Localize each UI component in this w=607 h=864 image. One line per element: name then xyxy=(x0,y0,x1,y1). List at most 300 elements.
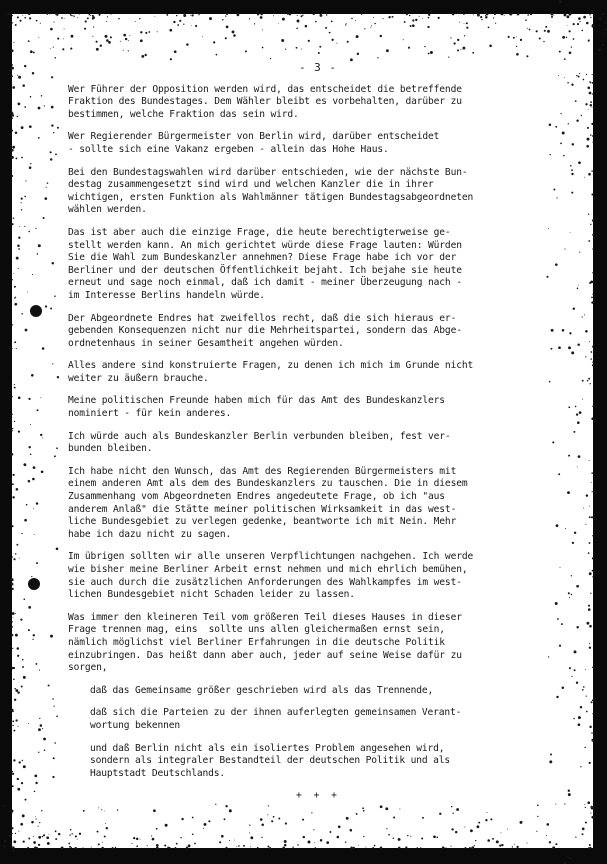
noise-speck xyxy=(56,547,59,550)
noise-speck xyxy=(169,29,172,32)
noise-speck xyxy=(203,828,204,829)
noise-speck xyxy=(202,36,203,37)
noise-speck xyxy=(22,659,24,661)
noise-speck xyxy=(23,765,26,768)
noise-speck xyxy=(14,387,16,389)
noise-speck xyxy=(24,106,26,108)
noise-speck xyxy=(12,584,13,585)
noise-speck xyxy=(318,52,320,54)
noise-speck xyxy=(587,380,589,382)
noise-speck xyxy=(154,16,155,17)
noise-speck xyxy=(315,21,317,23)
noise-speck xyxy=(28,446,30,448)
noise-speck xyxy=(157,31,158,32)
noise-speck xyxy=(17,691,19,693)
noise-speck xyxy=(570,232,571,233)
noise-speck xyxy=(15,689,18,692)
noise-speck xyxy=(89,14,91,16)
noise-speck xyxy=(562,36,565,39)
noise-speck xyxy=(485,15,486,16)
noise-speck xyxy=(570,165,572,167)
noise-speck xyxy=(71,35,74,38)
noise-speck xyxy=(98,843,100,845)
noise-speck xyxy=(385,807,388,810)
noise-speck xyxy=(589,460,590,461)
noise-speck xyxy=(589,506,590,507)
noise-speck xyxy=(456,808,459,811)
noise-speck xyxy=(128,40,129,41)
noise-speck xyxy=(54,455,56,457)
noise-speck xyxy=(13,617,14,618)
noise-speck xyxy=(101,809,102,810)
noise-speck xyxy=(30,96,32,98)
noise-speck xyxy=(41,95,42,96)
noise-speck xyxy=(64,18,65,19)
noise-speck xyxy=(296,47,298,49)
noise-speck xyxy=(459,22,460,23)
noise-speck xyxy=(581,30,583,32)
noise-speck xyxy=(186,43,188,45)
noise-speck xyxy=(35,816,36,817)
noise-speck xyxy=(34,775,37,778)
noise-speck xyxy=(195,25,197,27)
noise-speck xyxy=(547,30,550,33)
noise-speck xyxy=(147,845,148,846)
noise-speck xyxy=(28,40,30,42)
noise-speck xyxy=(586,695,587,696)
noise-speck xyxy=(582,833,584,835)
noise-speck xyxy=(281,39,284,42)
noise-speck xyxy=(583,686,585,688)
noise-speck xyxy=(216,54,218,56)
noise-speck xyxy=(589,92,592,95)
noise-speck xyxy=(588,173,591,176)
noise-speck xyxy=(21,686,23,688)
noise-speck xyxy=(57,376,59,378)
noise-speck xyxy=(590,134,591,135)
noise-speck xyxy=(236,846,237,847)
noise-speck xyxy=(249,18,250,19)
noise-speck xyxy=(12,496,14,498)
noise-speck xyxy=(129,35,130,36)
noise-speck xyxy=(422,18,423,19)
noise-speck xyxy=(473,14,474,15)
noise-speck xyxy=(21,127,22,128)
noise-speck xyxy=(53,47,54,48)
noise-speck xyxy=(455,831,457,833)
noise-speck xyxy=(55,153,57,155)
noise-speck xyxy=(487,839,490,842)
noise-speck xyxy=(52,776,54,778)
noise-speck xyxy=(224,818,226,820)
noise-speck xyxy=(221,835,224,838)
noise-speck xyxy=(388,834,390,836)
noise-speck xyxy=(398,838,401,841)
noise-speck xyxy=(41,810,42,811)
noise-speck xyxy=(590,224,591,225)
noise-speck xyxy=(466,22,468,24)
noise-speck xyxy=(21,782,23,784)
noise-speck xyxy=(77,839,78,840)
noise-speck xyxy=(586,74,587,75)
noise-speck xyxy=(92,17,94,19)
noise-speck xyxy=(589,81,590,82)
noise-speck xyxy=(303,836,305,838)
noise-speck xyxy=(267,814,268,815)
noise-speck xyxy=(13,42,14,43)
noise-speck xyxy=(33,841,36,844)
scan-border-top xyxy=(0,0,607,14)
noise-speck xyxy=(591,351,593,353)
noise-speck xyxy=(52,363,53,364)
noise-speck xyxy=(331,20,333,22)
noise-speck xyxy=(588,802,590,804)
noise-speck xyxy=(43,738,46,741)
noise-speck xyxy=(584,177,585,178)
noise-speck xyxy=(33,466,36,469)
noise-speck xyxy=(568,406,570,408)
noise-speck xyxy=(71,833,72,834)
scan-border-left xyxy=(0,0,12,864)
noise-speck xyxy=(373,17,374,18)
noise-speck xyxy=(585,524,586,525)
noise-speck xyxy=(234,840,235,841)
noise-speck xyxy=(15,719,17,721)
noise-speck xyxy=(191,25,192,26)
paragraph: Im übrigen sollten wir alle unseren Verpflichtungen nachgehen. Ich werde wie bisher meine Berliner Arbeit ernst nehmen und mich ehrlich bemühen, sie auch durch die zusätzlichen Anforderungen des Wahlkampfes im west- lichen Bundesgebiet nicht Schaden leider zu lassen. xyxy=(68,551,474,601)
noise-speck xyxy=(261,824,264,827)
noise-speck xyxy=(587,801,590,804)
noise-speck xyxy=(501,844,503,846)
noise-speck xyxy=(585,807,586,808)
paragraph: Das ist aber auch die einzige Frage, die heute berechtigterweise ge- stellt werden kann. An mich gerichtet würde diese Frage lauten: Würden Sie die Wahl zum Bundeskanzler annehmen? Diese Frage habe ich vor der Berliner und der deutschen Öffentlichkeit bejaht. Ich bejahe sie heute erneut und sage noch einmal, daß ich damit - meiner Überzeugung nach - im Interesse Berlins handeln würde. xyxy=(68,226,462,301)
noise-speck xyxy=(28,606,31,609)
noise-speck xyxy=(43,217,45,219)
noise-speck xyxy=(71,15,72,16)
noise-speck xyxy=(371,25,372,26)
noise-speck xyxy=(36,562,38,564)
noise-speck xyxy=(18,268,19,269)
noise-speck xyxy=(588,240,590,242)
noise-speck xyxy=(12,483,14,485)
noise-speck xyxy=(87,17,89,19)
noise-speck xyxy=(537,816,538,817)
noise-speck xyxy=(278,23,279,24)
noise-speck xyxy=(52,698,54,700)
noise-speck xyxy=(470,829,473,832)
noise-speck xyxy=(282,18,285,21)
noise-speck xyxy=(204,823,207,826)
noise-speck xyxy=(590,17,591,18)
noise-speck xyxy=(31,374,34,377)
paragraph: Ich würde auch als Bundeskanzler Berlin verbunden bleiben, fest ver- bunden bleiben. xyxy=(68,430,451,455)
noise-speck xyxy=(569,52,572,55)
noise-speck xyxy=(326,14,327,15)
noise-speck xyxy=(42,728,43,729)
noise-speck xyxy=(516,36,517,37)
noise-speck xyxy=(356,813,358,815)
noise-speck xyxy=(38,844,40,846)
noise-speck xyxy=(436,836,438,838)
noise-speck xyxy=(490,818,492,820)
noise-speck xyxy=(489,45,492,48)
noise-speck xyxy=(55,57,57,59)
noise-speck xyxy=(18,396,21,399)
noise-speck xyxy=(229,809,232,812)
noise-speck xyxy=(576,682,578,684)
noise-speck xyxy=(22,760,23,761)
noise-speck xyxy=(30,163,31,164)
noise-speck xyxy=(209,17,212,20)
noise-speck xyxy=(551,16,553,18)
noise-speck xyxy=(589,643,590,644)
noise-speck xyxy=(19,558,20,559)
noise-speck xyxy=(21,313,23,315)
noise-speck xyxy=(588,608,591,611)
noise-speck xyxy=(580,706,582,708)
noise-speck xyxy=(410,25,412,27)
noise-speck xyxy=(105,35,108,38)
noise-speck xyxy=(50,28,53,31)
noise-speck xyxy=(571,84,573,86)
noise-speck xyxy=(590,813,591,814)
noise-speck xyxy=(476,825,479,828)
noise-speck xyxy=(576,585,579,588)
noise-speck xyxy=(462,47,465,50)
noise-speck xyxy=(481,19,482,20)
noise-speck xyxy=(301,15,303,17)
noise-speck xyxy=(181,818,183,820)
noise-speck xyxy=(450,846,451,847)
noise-speck xyxy=(13,840,16,843)
paragraph: Wer Regierender Bürgermeister von Berlin wird, darüber entscheidet - sollte sich eine Vakanz ergeben - allein das Hohe Haus. xyxy=(68,131,440,155)
noise-speck xyxy=(192,833,194,835)
noise-speck xyxy=(100,45,102,47)
noise-speck xyxy=(14,297,15,298)
noise-speck xyxy=(285,822,287,824)
noise-speck xyxy=(571,351,574,354)
noise-speck xyxy=(587,138,590,141)
noise-speck xyxy=(140,39,143,42)
noise-speck xyxy=(584,747,586,749)
noise-speck xyxy=(48,834,49,835)
noise-speck xyxy=(569,597,570,598)
noise-speck xyxy=(32,478,35,481)
noise-speck xyxy=(409,15,410,16)
noise-speck xyxy=(29,125,32,128)
noise-speck xyxy=(18,831,19,832)
noise-speck xyxy=(28,723,29,724)
noise-speck xyxy=(79,833,81,835)
noise-speck xyxy=(55,838,57,840)
noise-speck xyxy=(15,157,17,159)
noise-speck xyxy=(500,832,501,833)
noise-speck xyxy=(30,424,31,425)
noise-speck xyxy=(226,26,229,29)
noise-speck xyxy=(361,14,362,15)
noise-speck xyxy=(249,832,250,833)
noise-speck xyxy=(320,839,323,842)
noise-speck xyxy=(192,817,194,819)
noise-speck xyxy=(555,804,556,805)
noise-speck xyxy=(488,27,490,29)
noise-speck xyxy=(577,344,579,346)
noise-speck xyxy=(520,821,523,824)
noise-speck xyxy=(377,57,378,58)
noise-speck xyxy=(148,31,150,33)
noise-speck xyxy=(297,20,300,23)
noise-speck xyxy=(24,65,26,67)
noise-speck xyxy=(585,103,587,105)
noise-speck xyxy=(188,844,191,847)
paragraph: Was immer den kleineren Teil vom größeren Teil dieses Hauses in dieser Frage trennen mag, eins sollte uns allen gleichermaßen ernst sein, nämlich möglichst viel Berliner Erfahrungen in die deutsche Politik einzubringen. Das heißt dann aber auch, jeder auf seine Weise dafür zu sorgen, xyxy=(68,611,462,674)
noise-speck xyxy=(176,843,178,845)
noise-speck xyxy=(589,341,590,342)
noise-speck xyxy=(502,14,503,15)
noise-speck xyxy=(576,75,577,76)
noise-speck xyxy=(575,836,576,837)
noise-speck xyxy=(12,648,13,649)
noise-speck xyxy=(24,226,25,227)
noise-speck xyxy=(46,187,47,188)
paragraph: Bei den Bundestagswahlen wird darüber entschieden, wie der nächste Bun- destag zusammengesetzt sind wird und welchen Kanzler die in ihrer wichtigen, ersten Funktion als Wahlmänner tätigen Bundestagsabgeordneten wählen werden. xyxy=(68,166,474,216)
noise-speck xyxy=(22,666,24,668)
noise-speck xyxy=(319,46,321,48)
noise-speck xyxy=(516,53,519,56)
noise-speck xyxy=(346,817,349,820)
noise-speck xyxy=(29,17,31,19)
noise-speck xyxy=(30,454,32,456)
noise-speck xyxy=(34,791,36,793)
noise-speck xyxy=(229,809,231,811)
noise-speck xyxy=(64,28,65,29)
noise-speck xyxy=(225,15,226,16)
noise-speck xyxy=(325,27,327,29)
noise-speck xyxy=(68,843,70,845)
noise-speck xyxy=(104,836,106,838)
noise-speck xyxy=(590,101,592,103)
noise-speck xyxy=(564,803,565,804)
noise-speck xyxy=(582,689,584,691)
noise-speck xyxy=(17,647,20,650)
noise-speck xyxy=(54,295,56,297)
noise-speck xyxy=(107,16,108,17)
noise-speck xyxy=(35,663,37,665)
noise-speck xyxy=(301,49,302,50)
noise-speck xyxy=(44,197,47,200)
noise-speck xyxy=(273,15,274,16)
noise-speck xyxy=(331,39,333,41)
noise-speck xyxy=(308,841,311,844)
noise-speck xyxy=(578,455,581,458)
noise-speck xyxy=(583,508,584,509)
noise-speck xyxy=(156,828,158,830)
noise-speck xyxy=(587,127,589,129)
noise-speck xyxy=(428,17,430,19)
noise-speck xyxy=(516,46,517,47)
noise-speck xyxy=(590,93,591,94)
noise-speck xyxy=(356,35,359,38)
noise-speck xyxy=(464,827,465,828)
noise-speck xyxy=(571,575,572,576)
noise-speck xyxy=(357,53,359,55)
noise-speck xyxy=(117,809,118,810)
noise-speck xyxy=(208,820,210,822)
noise-speck xyxy=(35,782,37,784)
noise-speck xyxy=(544,30,546,32)
noise-speck xyxy=(53,132,54,133)
noise-speck xyxy=(41,470,44,473)
noise-speck xyxy=(581,115,582,116)
noise-speck xyxy=(285,48,286,49)
noise-speck xyxy=(590,593,591,594)
noise-speck xyxy=(25,180,26,181)
noise-speck xyxy=(152,838,155,841)
noise-speck xyxy=(571,173,573,175)
noise-speck xyxy=(38,752,39,753)
noise-speck xyxy=(297,844,299,846)
noise-speck xyxy=(23,840,25,842)
noise-speck xyxy=(578,161,581,164)
noise-speck xyxy=(120,41,121,42)
noise-speck xyxy=(191,14,193,16)
noise-speck xyxy=(24,196,26,198)
noise-speck xyxy=(543,41,544,42)
noise-speck xyxy=(92,15,94,17)
paragraph: Alles andere sind konstruierte Fragen, zu denen ich mich im Grunde nicht weiter zu äußern brauche. xyxy=(68,360,474,384)
noise-speck xyxy=(363,810,365,812)
noise-speck xyxy=(62,48,64,50)
noise-speck xyxy=(28,398,30,400)
noise-speck xyxy=(527,28,528,29)
noise-speck xyxy=(364,28,365,29)
noise-speck xyxy=(53,757,55,759)
noise-speck xyxy=(572,542,574,544)
noise-speck xyxy=(578,76,580,78)
noise-speck xyxy=(254,23,255,24)
noise-speck xyxy=(164,844,166,846)
noise-speck xyxy=(156,844,159,847)
noise-speck xyxy=(46,836,49,839)
noise-speck xyxy=(38,37,39,38)
noise-speck xyxy=(350,829,353,832)
noise-speck xyxy=(110,36,112,38)
noise-speck xyxy=(571,676,572,677)
noise-speck xyxy=(284,840,287,843)
noise-speck xyxy=(73,15,75,17)
noise-speck xyxy=(17,75,18,76)
noise-speck xyxy=(23,598,25,600)
noise-speck xyxy=(308,40,310,42)
noise-speck xyxy=(559,51,561,53)
noise-speck xyxy=(568,346,571,349)
noise-speck xyxy=(466,27,468,29)
noise-speck xyxy=(104,811,105,812)
noise-speck xyxy=(412,24,415,27)
noise-speck xyxy=(260,818,263,821)
noise-speck xyxy=(576,626,578,628)
noise-speck xyxy=(83,810,85,812)
noise-speck xyxy=(586,145,589,148)
noise-speck xyxy=(105,823,106,824)
noise-speck xyxy=(225,37,227,39)
noise-speck xyxy=(553,15,554,16)
noise-speck xyxy=(25,799,27,801)
noise-speck xyxy=(571,594,573,596)
noise-speck xyxy=(14,303,17,306)
noise-speck xyxy=(45,305,47,307)
noise-speck xyxy=(526,55,528,57)
